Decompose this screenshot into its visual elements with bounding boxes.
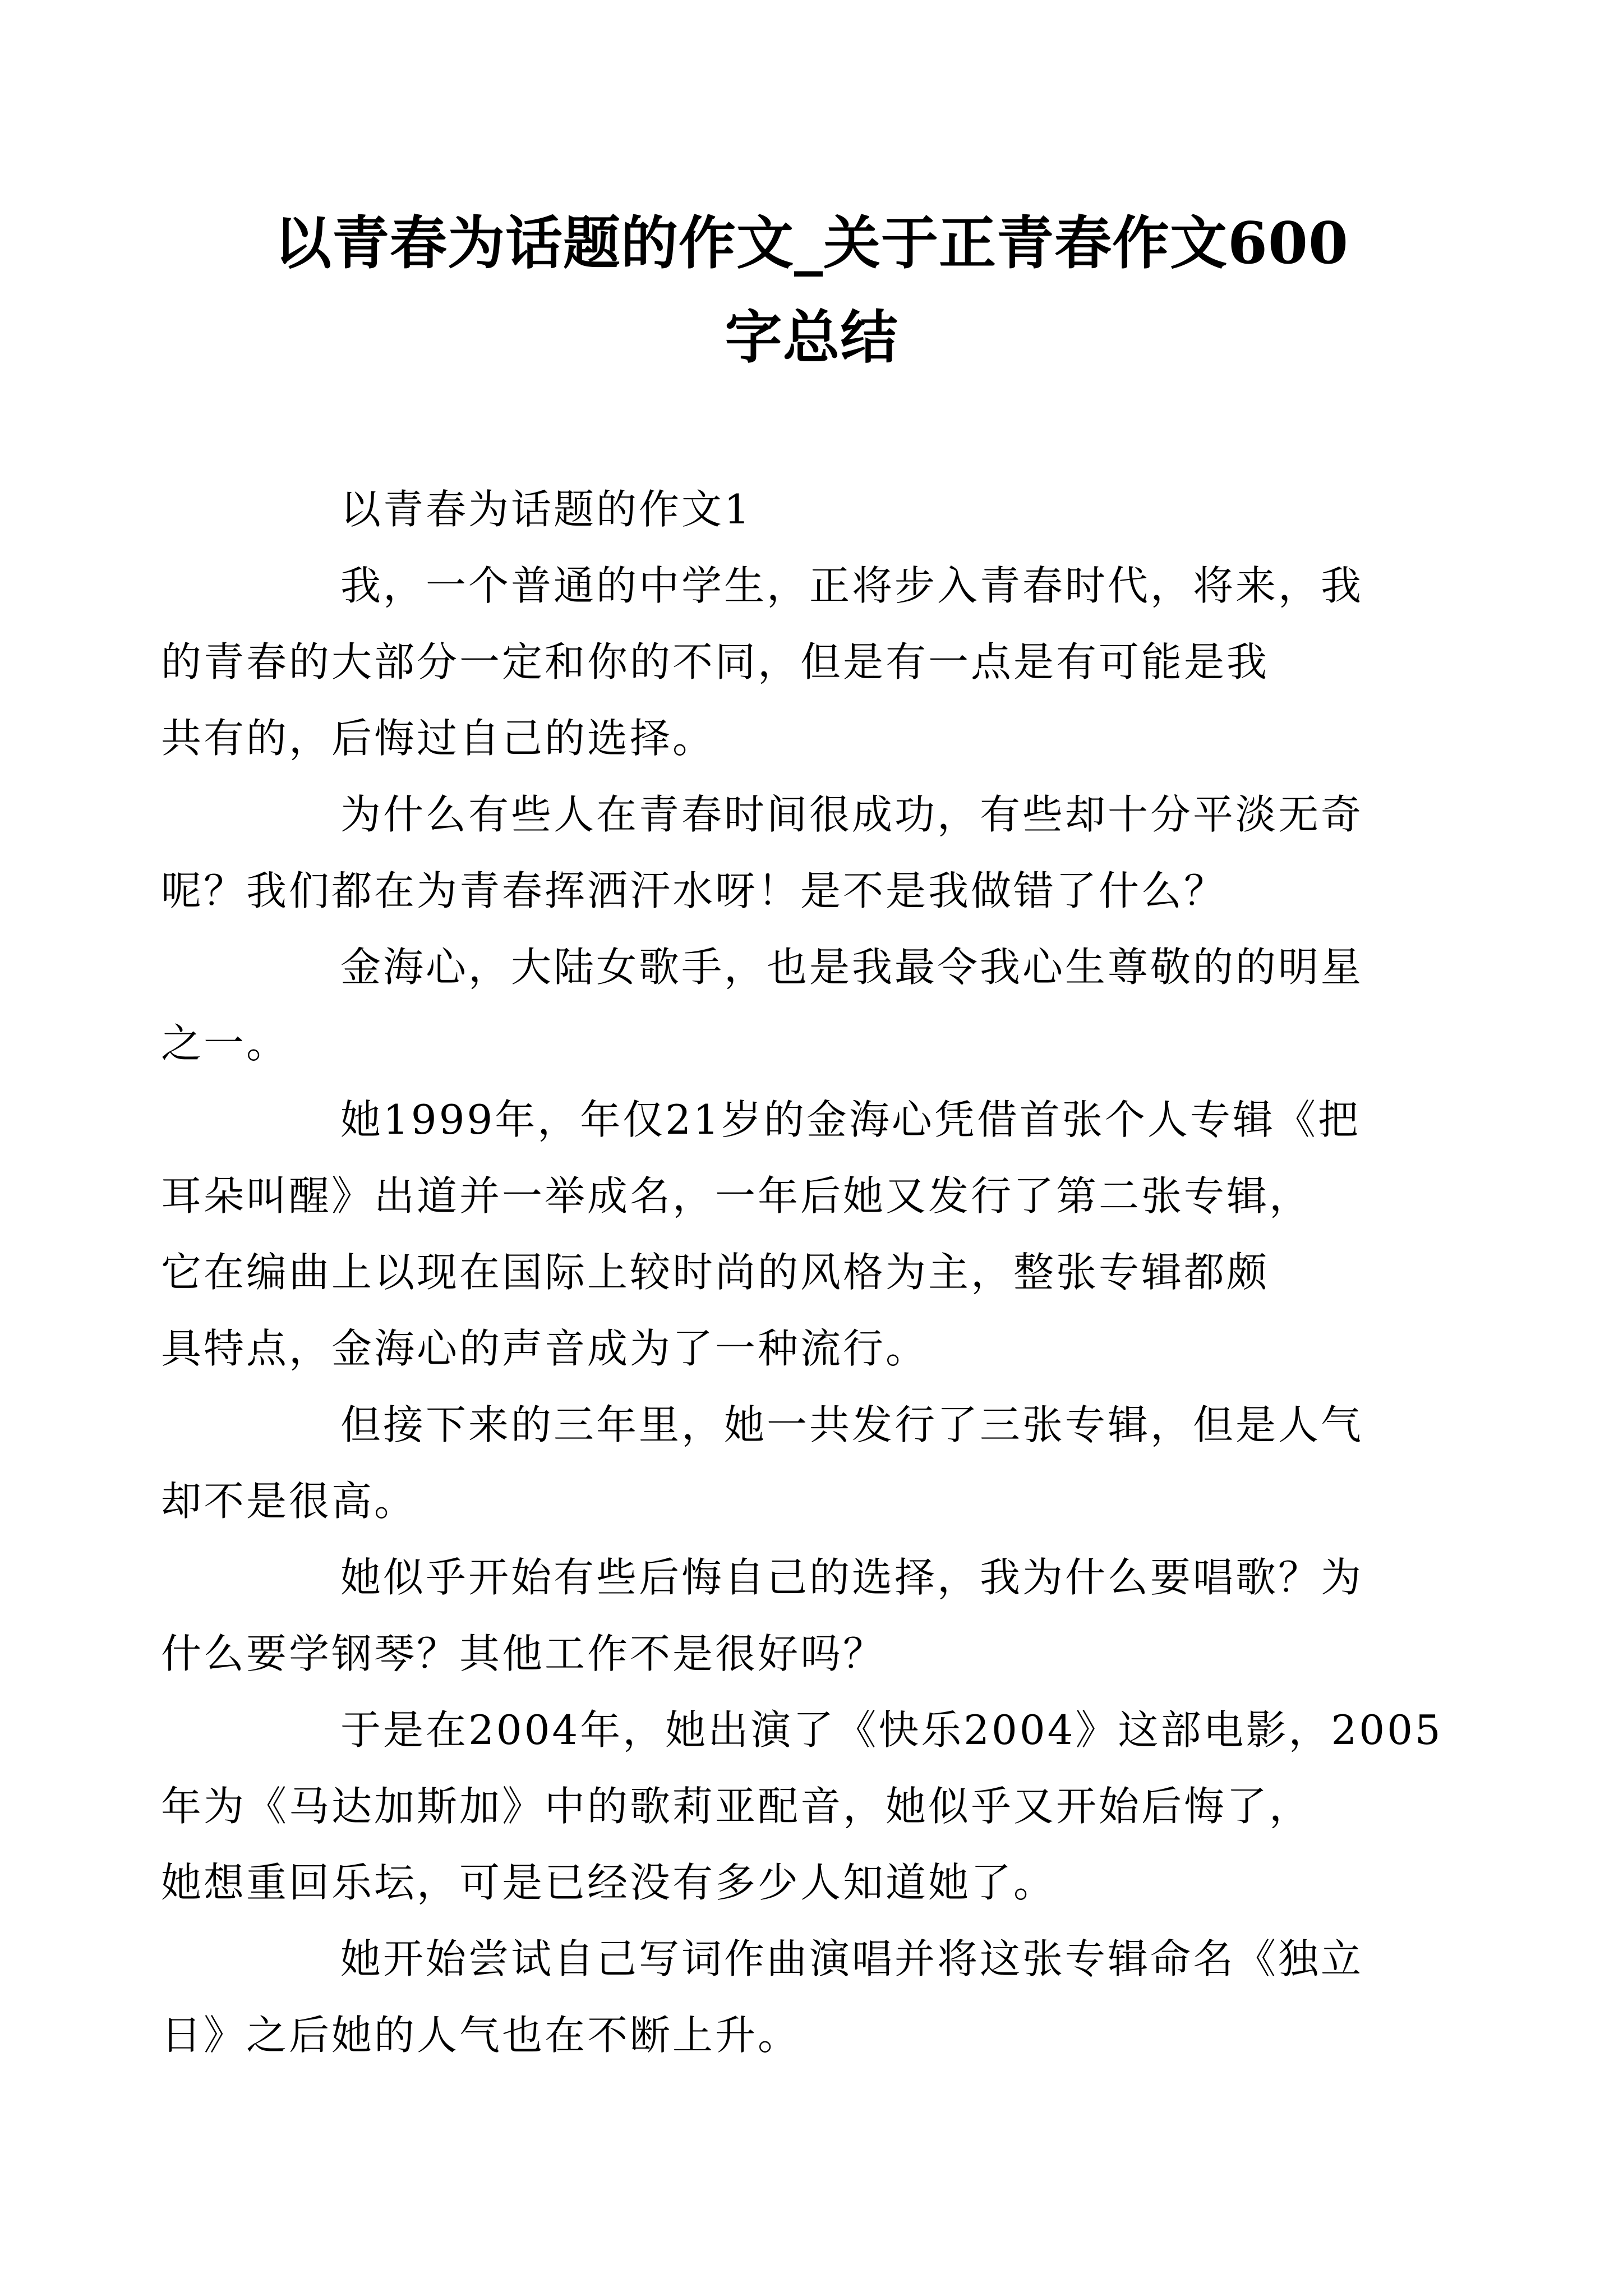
paragraph xyxy=(161,547,1386,776)
text-line: 她1999年，年仅21岁的金海心凭借首张个人专辑《把 xyxy=(340,1096,1361,1143)
text-line: 呢？我们都在为青春挥洒汗水呀！是不是我做错了什么？ xyxy=(161,867,1227,914)
text-line: 但接下来的三年里，她一共发行了三张专辑，但是人气 xyxy=(340,1401,1364,1448)
text-line: 金海心，大陆女歌手，也是我最令我心生尊敬的的明星 xyxy=(340,944,1364,991)
text-line: 她似乎开始有些后悔自己的选择，我为什么要唱歌？为 xyxy=(340,1554,1364,1601)
text-line: 以青春为话题的作文1 xyxy=(340,486,752,533)
text-line: 我，一个普通的中学生，正将步入青春时代，将来，我 xyxy=(340,562,1364,609)
document-body xyxy=(161,471,1443,2073)
text-line: 却不是很高。 xyxy=(161,1478,417,1525)
text-line: 什么要学钢琴？其他工作不是很好吗？ xyxy=(161,1630,886,1677)
paragraph xyxy=(161,929,1386,1082)
paragraph xyxy=(161,1921,1386,2073)
text-line: 日》之后她的人气也在不断上升。 xyxy=(161,2012,801,2059)
text-line: 它在编曲上以现在国际上较时尚的风格为主，整张专辑都颇 xyxy=(161,1249,1270,1296)
text-line: 的青春的大部分一定和你的不同，但是有一点是有可能是我 xyxy=(161,638,1270,685)
paragraph xyxy=(161,1387,1386,1539)
text-line: 她开始尝试自己写词作曲演唱并将这张专辑命名《独立 xyxy=(340,1935,1364,1982)
text-line: 具特点，金海心的声音成为了一种流行。 xyxy=(161,1325,929,1372)
text-line: 为什么有些人在青春时间很成功，有些却十分平淡无奇 xyxy=(340,791,1364,838)
text-line: 共有的，后悔过自己的选择。 xyxy=(161,715,716,762)
text-line: 耳朵叫醒》出道并一举成名，一年后她又发行了第二张专辑， xyxy=(161,1172,1312,1220)
paragraph xyxy=(161,776,1386,929)
text-line: 于是在2004年，她出演了《快乐2004》这部电影，2005 xyxy=(340,1706,1443,1754)
paragraph xyxy=(161,1539,1386,1692)
title-line-1: 以青春为话题的作文_关于正青春作文600 xyxy=(274,210,1349,277)
title-line-2: 字总结 xyxy=(725,304,898,371)
paragraph xyxy=(161,1082,1386,1387)
paragraph xyxy=(161,1692,1443,1921)
section-heading xyxy=(251,471,1386,547)
text-line: 之一。 xyxy=(161,1020,289,1067)
text-line: 年为《马达加斯加》中的歌莉亚配音，她似乎又开始后悔了， xyxy=(161,1783,1312,1830)
document-title xyxy=(236,196,1387,385)
text-line: 她想重回乐坛，可是已经没有多少人知道她了。 xyxy=(161,1859,1057,1906)
